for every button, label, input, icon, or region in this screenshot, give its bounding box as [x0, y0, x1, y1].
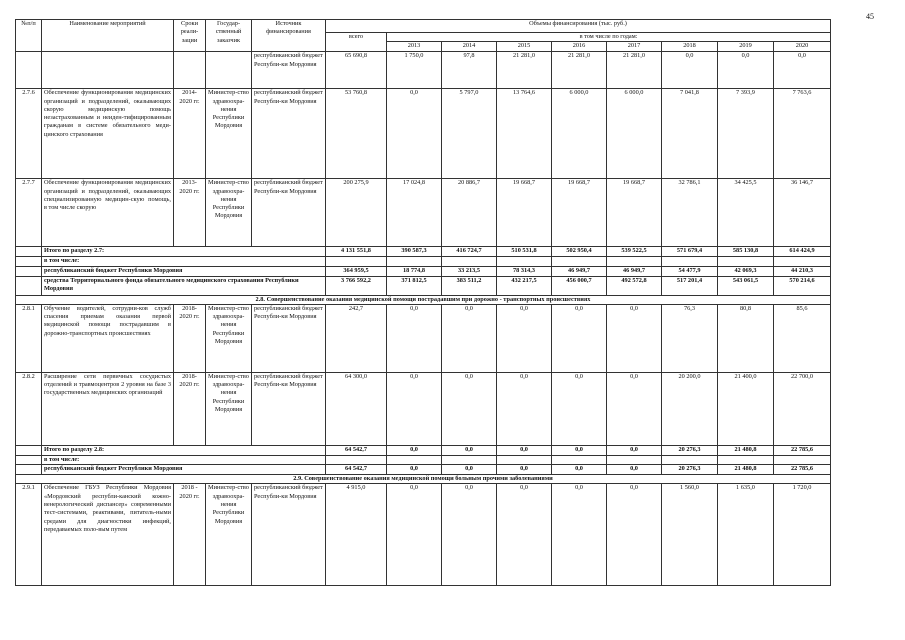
num-cell: 2.7.6 [16, 89, 42, 179]
source-cell: республиканский бюджет Республи-ки Мордовия [252, 52, 326, 89]
section-row [16, 475, 831, 484]
terms-cell: 2018 - 2020 гг. [174, 484, 206, 586]
value-cell: 0,0 [387, 445, 442, 455]
total-label: Итого по разделу 2.8: [42, 445, 326, 455]
num-cell: 2.7.7 [16, 179, 42, 247]
value-cell: 0,0 [552, 372, 607, 445]
num-cell: 2.8.2 [16, 372, 42, 445]
terms-cell: 2013-2020 гг. [174, 179, 206, 247]
value-cell: 97,8 [442, 52, 497, 89]
value-cell: 6 000,0 [607, 89, 662, 179]
table-row [16, 455, 831, 464]
header-year: 2018 [662, 42, 718, 52]
value-cell: 7 041,8 [662, 89, 718, 179]
total-cell: 65 690,8 [326, 52, 387, 89]
value-cell: 21 281,0 [552, 52, 607, 89]
num-cell: 2.9.1 [16, 484, 42, 586]
value-cell: 416 724,7 [442, 247, 497, 257]
section-title: 2.9. Совершенствование оказания медицинской помощи больным прочими заболеваниями [16, 475, 831, 484]
value-cell: 0,0 [387, 484, 442, 586]
value-cell: 42 069,3 [718, 266, 774, 276]
value-cell: 76,3 [662, 304, 718, 372]
value-cell: 0,0 [497, 304, 552, 372]
value-cell: 0,0 [552, 465, 607, 475]
terms-cell: 2018-2020 гг. [174, 372, 206, 445]
table-row [16, 484, 831, 586]
customer-cell: Министер-ство здравоохра-нения Республики Мордовия [206, 304, 252, 372]
header-source: Источник финансирования [252, 20, 326, 52]
value-cell: 0,0 [497, 372, 552, 445]
value-cell: 6 000,0 [552, 89, 607, 179]
customer-cell: Министер-ство здравоохра-нения Республики Мордовия [206, 179, 252, 247]
table-row [16, 372, 831, 445]
value-cell: 0,0 [442, 372, 497, 445]
value-cell: 21 281,0 [607, 52, 662, 89]
value-cell: 0,0 [387, 89, 442, 179]
table-row [16, 52, 831, 89]
value-cell: 0,0 [607, 484, 662, 586]
value-cell: 1 560,0 [662, 484, 718, 586]
value-cell: 21 281,0 [497, 52, 552, 89]
total-label: Итого по разделу 2.7: [42, 247, 326, 257]
value-cell: 21 480,8 [718, 465, 774, 475]
value-cell: 7 763,6 [774, 89, 831, 179]
source-cell: республиканский бюджет Республи-ки Мордовия [252, 179, 326, 247]
header-customer: Государ-ственный заказчик [206, 20, 252, 52]
value-cell: 19 668,7 [552, 179, 607, 247]
value-cell: 1 635,0 [718, 484, 774, 586]
value-cell: 0,0 [442, 445, 497, 455]
name-cell: Расширение сети первичных сосудистых отделений и травмоцентров 2 уровня на базе 3 государственных медицинских организаций [42, 372, 174, 445]
header-year: 2013 [387, 42, 442, 52]
value-cell: 54 477,9 [662, 266, 718, 276]
value-cell: 383 511,2 [442, 276, 497, 295]
including-label: в том числе: [42, 257, 326, 266]
value-cell: 0,0 [552, 445, 607, 455]
value-cell: 1 720,0 [774, 484, 831, 586]
value-cell: 0,0 [552, 484, 607, 586]
table-row [16, 89, 831, 179]
value-cell: 0,0 [442, 304, 497, 372]
num-cell: 2.8.1 [16, 304, 42, 372]
name-cell: Обеспечение функционирования медицинских организаций и подразделений, оказывающих скорую медицинскую помощь незастрахованным и неиден-тифицированным гражданам в системе обязательного меди-цинского страхования [42, 89, 174, 179]
table-row [16, 247, 831, 257]
header-terms: Сроки реали-зации [174, 20, 206, 52]
fund-label: средства Территориального фонда обязательного медицинского страхования Республики Мордовия [42, 276, 326, 295]
source-cell: республиканский бюджет Республи-ки Мордовия [252, 89, 326, 179]
value-cell: 614 424,9 [774, 247, 831, 257]
header-year: 2020 [774, 42, 831, 52]
total-cell: 64 300,0 [326, 372, 387, 445]
value-cell: 585 130,8 [718, 247, 774, 257]
table-row [16, 276, 831, 295]
header-name: Наименование мероприятий [42, 20, 174, 52]
name-cell: Обеспечение ГБУЗ Республики Мордовия «Мордовский республи-канский кожно-венерологический диспансер» современными тест-системами, реактивами, питатель-ными средами для диагностики инфекций, передаваемых поло-вым путем [42, 484, 174, 586]
name-cell: Обучение водителей, сотрудни-ков служб спасения приемам оказания первой медицинской помощи пострадавшим в дорожно-транспортных происшествиях [42, 304, 174, 372]
value-cell: 570 214,6 [774, 276, 831, 295]
total-cell: 3 766 592,2 [326, 276, 387, 295]
header-volumes: Объемы финансирования (тыс. руб.) [326, 20, 831, 33]
value-cell: 543 061,5 [718, 276, 774, 295]
total-cell: 64 542,7 [326, 465, 387, 475]
value-cell: 20 886,7 [442, 179, 497, 247]
value-cell: 0,0 [607, 445, 662, 455]
including-label: в том числе: [42, 455, 326, 464]
value-cell: 36 146,7 [774, 179, 831, 247]
customer-cell: Министер-ство здравоохра-нения Республики Мордовия [206, 89, 252, 179]
table-row [16, 445, 831, 455]
total-cell: 53 760,8 [326, 89, 387, 179]
section-title: 2.8. Совершенствование оказания медицинской помощи пострадавшим при дорожно - транспортных происшествиях [16, 295, 831, 304]
value-cell: 492 572,8 [607, 276, 662, 295]
value-cell: 510 531,8 [497, 247, 552, 257]
value-cell: 0,0 [607, 372, 662, 445]
budget-label: республиканский бюджет Республики Мордовия [42, 266, 326, 276]
total-cell: 200 275,9 [326, 179, 387, 247]
value-cell: 80,8 [718, 304, 774, 372]
value-cell: 7 393,9 [718, 89, 774, 179]
budget-label: республиканский бюджет Республики Мордовия [42, 465, 326, 475]
value-cell: 0,0 [442, 465, 497, 475]
value-cell: 390 587,3 [387, 247, 442, 257]
value-cell: 0,0 [387, 304, 442, 372]
header-year: 2017 [607, 42, 662, 52]
value-cell: 0,0 [607, 304, 662, 372]
source-cell: республиканский бюджет Республи-ки Мордовия [252, 372, 326, 445]
value-cell: 21 480,8 [718, 445, 774, 455]
header-by-years: в том числе по годам: [387, 33, 831, 42]
total-cell: 64 542,7 [326, 445, 387, 455]
section-row [16, 295, 831, 304]
value-cell: 0,0 [718, 52, 774, 89]
source-cell: республиканский бюджет Республи-ки Мордовия [252, 304, 326, 372]
table-row [16, 257, 831, 266]
terms-cell: 2014-2020 гг. [174, 89, 206, 179]
value-cell: 20 276,3 [662, 465, 718, 475]
value-cell: 85,6 [774, 304, 831, 372]
table-row [16, 179, 831, 247]
page-number: 45 [866, 12, 874, 21]
value-cell: 456 000,7 [552, 276, 607, 295]
total-cell: 4 915,0 [326, 484, 387, 586]
value-cell: 46 949,7 [552, 266, 607, 276]
table-row [16, 465, 831, 475]
value-cell: 22 785,6 [774, 445, 831, 455]
value-cell: 32 786,1 [662, 179, 718, 247]
value-cell: 18 774,8 [387, 266, 442, 276]
value-cell: 33 213,5 [442, 266, 497, 276]
value-cell: 571 679,4 [662, 247, 718, 257]
value-cell: 502 950,4 [552, 247, 607, 257]
value-cell: 13 764,6 [497, 89, 552, 179]
financing-table [15, 19, 831, 586]
value-cell: 19 668,7 [607, 179, 662, 247]
value-cell: 34 425,5 [718, 179, 774, 247]
name-cell: Обеспечение функционирования медицинских организаций и подразделений, оказывающих специализированную медицин-скую помощь, в том числе скорую [42, 179, 174, 247]
value-cell: 0,0 [497, 465, 552, 475]
header-year: 2015 [497, 42, 552, 52]
value-cell: 21 400,0 [718, 372, 774, 445]
header-num: №п/п [16, 20, 42, 52]
total-cell: 4 131 551,8 [326, 247, 387, 257]
value-cell: 0,0 [387, 372, 442, 445]
header-year: 2014 [442, 42, 497, 52]
total-cell: 364 959,5 [326, 266, 387, 276]
source-cell: республиканский бюджет Республи-ки Мордовия [252, 484, 326, 586]
customer-cell: Министер-ство здравоохра-нения Республики Мордовия [206, 484, 252, 586]
value-cell: 44 210,3 [774, 266, 831, 276]
header-year: 2019 [718, 42, 774, 52]
value-cell: 0,0 [607, 465, 662, 475]
value-cell: 46 949,7 [607, 266, 662, 276]
value-cell: 78 314,3 [497, 266, 552, 276]
value-cell: 17 024,8 [387, 179, 442, 247]
value-cell: 0,0 [497, 484, 552, 586]
terms-cell: 2018-2020 гг. [174, 304, 206, 372]
value-cell: 539 522,5 [607, 247, 662, 257]
header-total: всего [326, 33, 387, 52]
value-cell: 432 217,5 [497, 276, 552, 295]
value-cell: 1 750,0 [387, 52, 442, 89]
value-cell: 19 668,7 [497, 179, 552, 247]
value-cell: 22 700,0 [774, 372, 831, 445]
table-row [16, 266, 831, 276]
total-cell: 242,7 [326, 304, 387, 372]
header-year: 2016 [552, 42, 607, 52]
customer-cell: Министер-ство здравоохра-нения Республики Мордовия [206, 372, 252, 445]
value-cell: 0,0 [552, 304, 607, 372]
value-cell: 22 785,6 [774, 465, 831, 475]
value-cell: 20 200,0 [662, 372, 718, 445]
value-cell: 0,0 [387, 465, 442, 475]
value-cell: 0,0 [774, 52, 831, 89]
value-cell: 20 276,3 [662, 445, 718, 455]
value-cell: 517 201,4 [662, 276, 718, 295]
table-row [16, 304, 831, 372]
value-cell: 371 812,5 [387, 276, 442, 295]
value-cell: 0,0 [442, 484, 497, 586]
value-cell: 0,0 [497, 445, 552, 455]
value-cell: 5 797,0 [442, 89, 497, 179]
value-cell: 0,0 [662, 52, 718, 89]
